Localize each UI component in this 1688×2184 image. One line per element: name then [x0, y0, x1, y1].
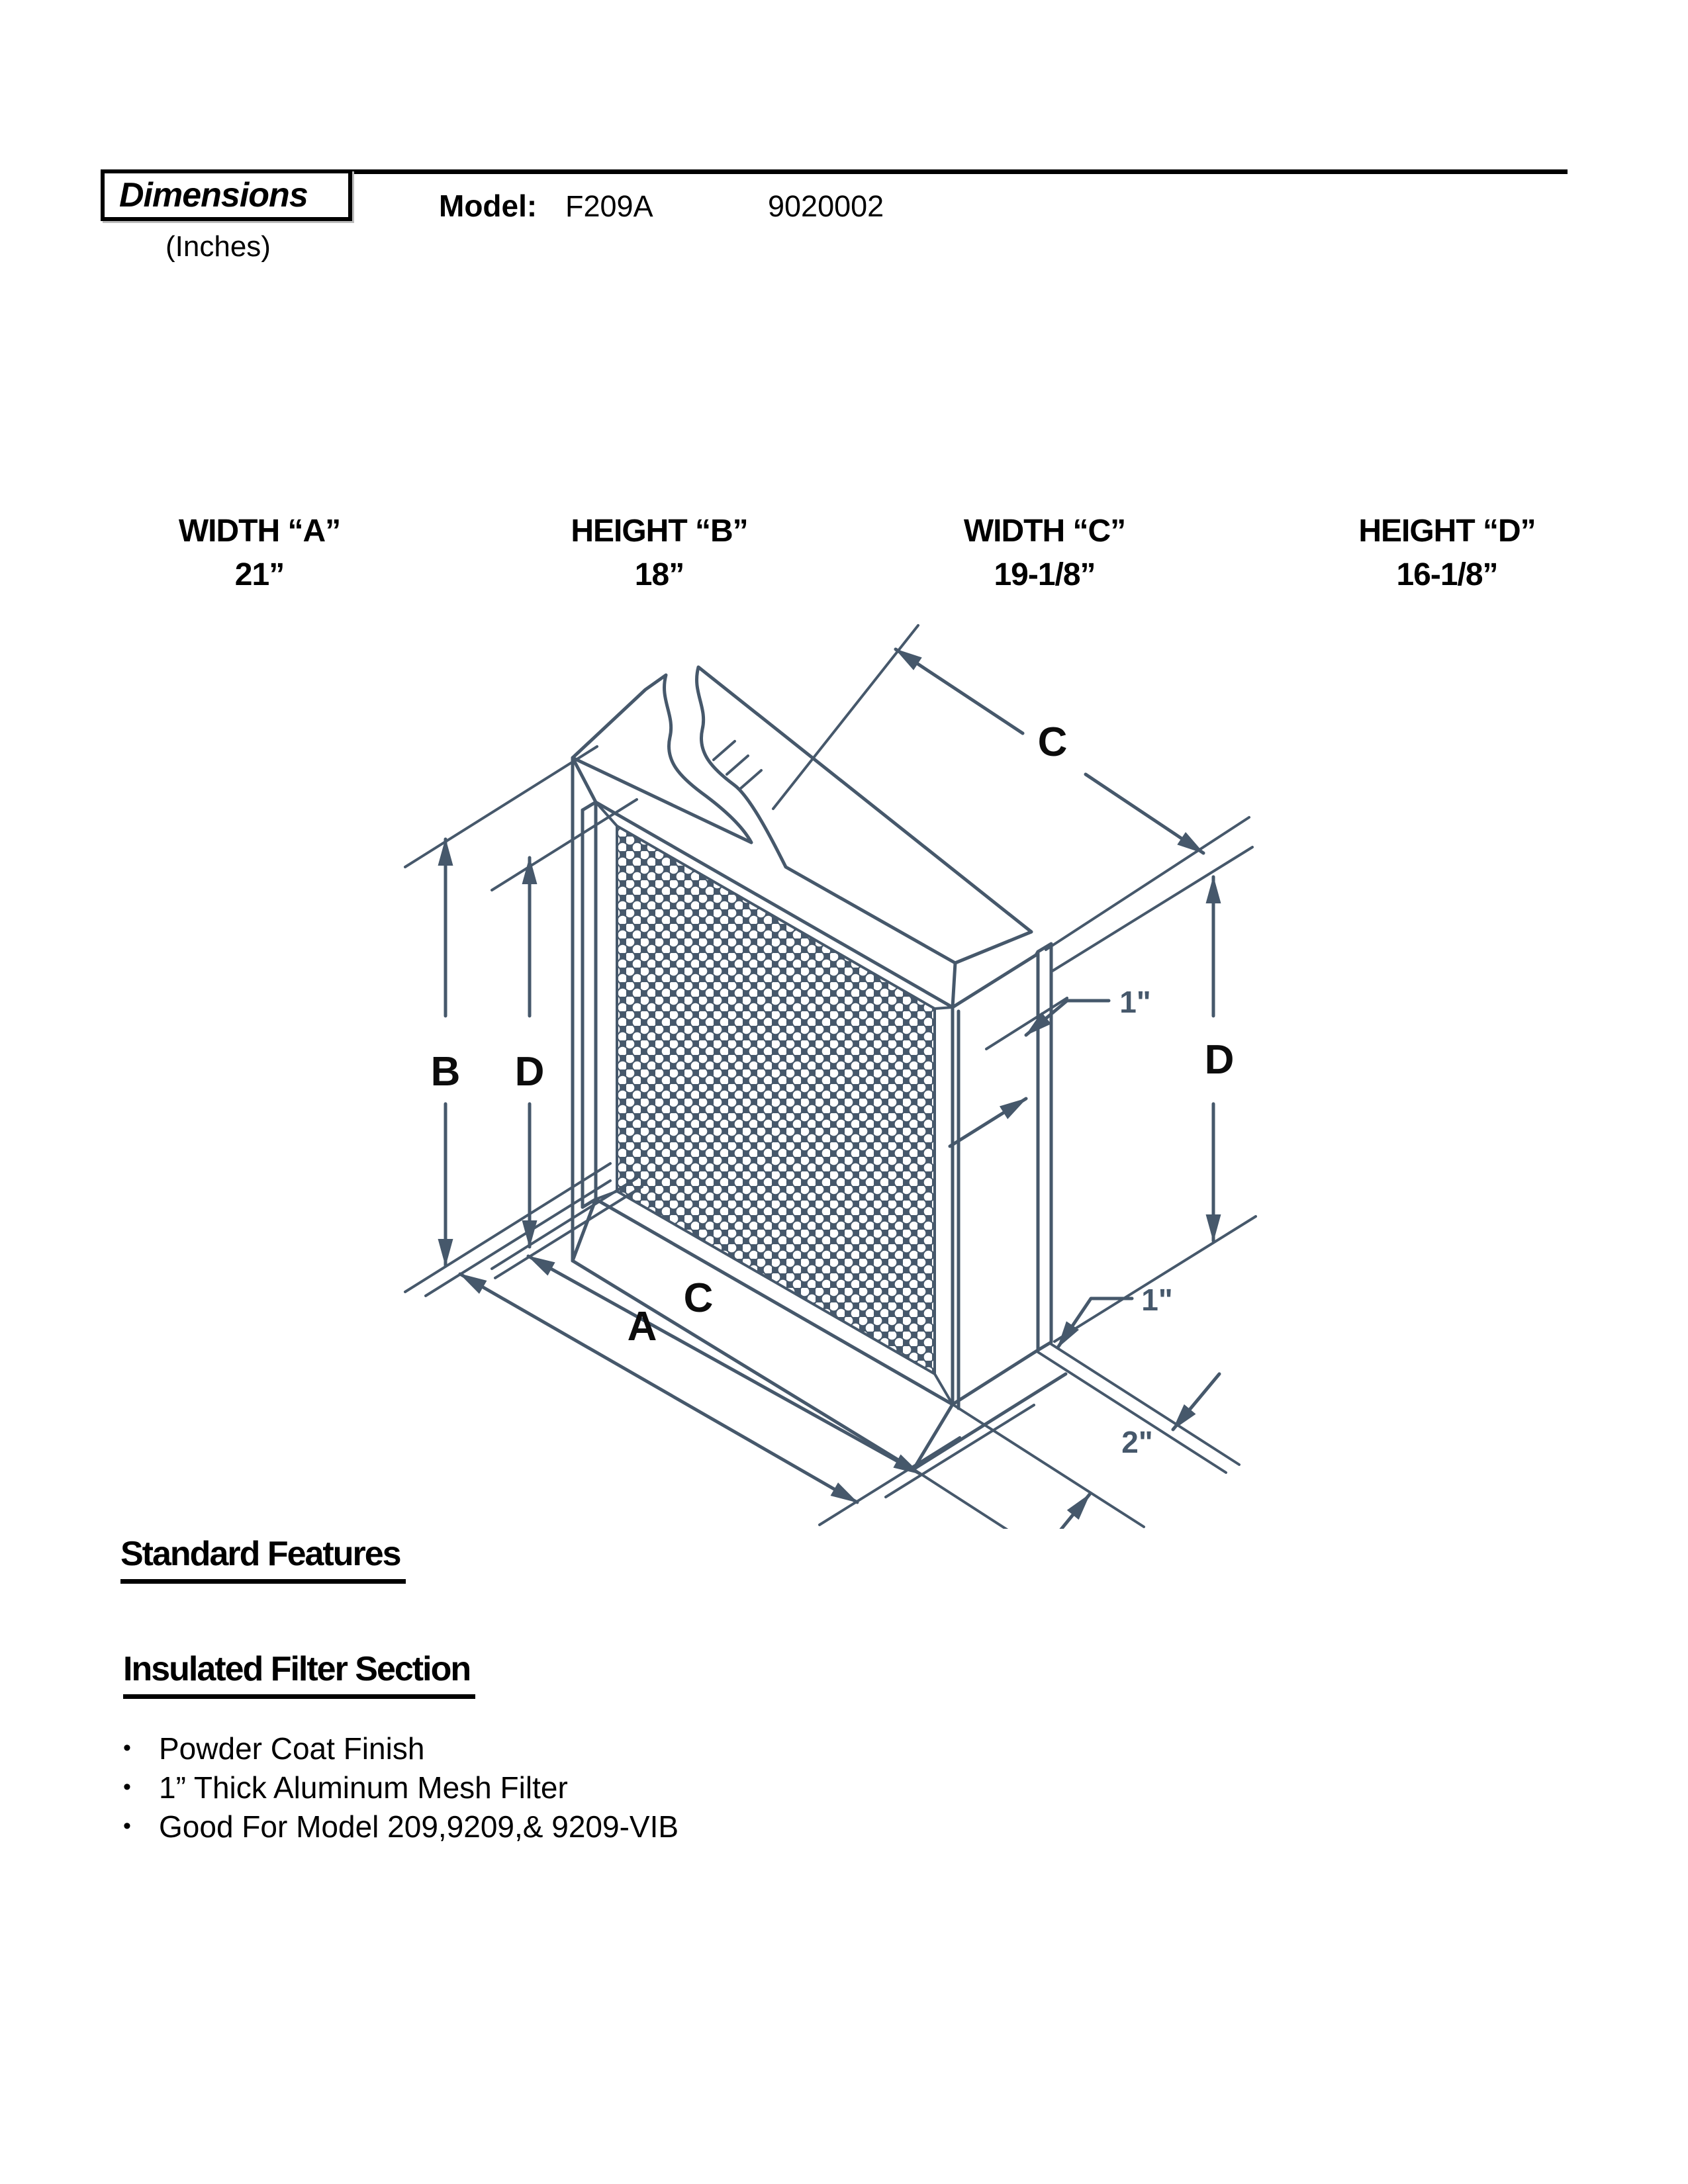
label-2in: 2" [1121, 1425, 1153, 1459]
model-value: F209A [565, 189, 653, 223]
dim-c-top-arrow-left [896, 649, 1023, 733]
dim-col-height-d [1275, 510, 1619, 597]
feature-text: Good For Model 209,9209,& 9209-VIB [159, 1809, 679, 1844]
dimensions-title-box [101, 169, 352, 221]
label-1in-top: 1" [1119, 985, 1151, 1019]
dim-c-top-arrow-right [1086, 774, 1203, 853]
dim-col-label: HEIGHT “D” [1358, 514, 1536, 549]
label-height-b: B [430, 1049, 461, 1095]
dim-col-value: 16-1/8” [1396, 557, 1498, 592]
arrow-2in-lower [1043, 1494, 1090, 1529]
top-face-right-connector [953, 963, 955, 1007]
bullet-icon: • [123, 1735, 131, 1760]
dim-col-width-a [87, 510, 432, 597]
dim-col-label: WIDTH “C” [963, 514, 1126, 549]
housing-side-face [953, 952, 1038, 1404]
label-width-c-bottom: C [683, 1275, 714, 1321]
standard-features-heading: Standard Features [120, 1534, 406, 1584]
dim-col-height-b [487, 510, 831, 597]
bullet-icon: • [123, 1774, 131, 1799]
arrow-2in-upper [1173, 1374, 1219, 1430]
filter-isometric-diagram [364, 589, 1357, 1529]
dim-col-label: HEIGHT “B” [571, 514, 748, 549]
list-item [123, 1729, 679, 1768]
insulated-filter-section-heading: Insulated Filter Section [123, 1649, 475, 1699]
label-width-c-top: C [1037, 719, 1068, 765]
dim-col-label: WIDTH “A” [178, 514, 341, 549]
dim-col-width-c [872, 510, 1217, 597]
dim-col-value: 18” [634, 557, 684, 592]
label-width-a: A [627, 1304, 657, 1349]
model-label: Model: [439, 189, 538, 223]
feature-text: Powder Coat Finish [159, 1731, 425, 1766]
dimensions-title: Dimensions [119, 176, 308, 214]
label-height-d-left: D [514, 1049, 545, 1095]
dim-col-value: 21” [234, 557, 285, 592]
list-item [123, 1807, 679, 1846]
bullet-icon: • [123, 1813, 131, 1839]
list-item [123, 1768, 679, 1807]
label-1in-bottom: 1" [1141, 1283, 1173, 1317]
feature-list [123, 1729, 679, 1846]
label-height-d-right: D [1204, 1037, 1235, 1083]
feature-text: 1” Thick Aluminum Mesh Filter [159, 1770, 568, 1805]
units-label: (Inches) [165, 230, 271, 263]
part-number: 9020002 [768, 189, 884, 223]
rear-filter-panel [1038, 944, 1051, 1350]
dim-col-value: 19-1/8” [994, 557, 1096, 592]
leader-1in-bottom [1058, 1298, 1132, 1347]
